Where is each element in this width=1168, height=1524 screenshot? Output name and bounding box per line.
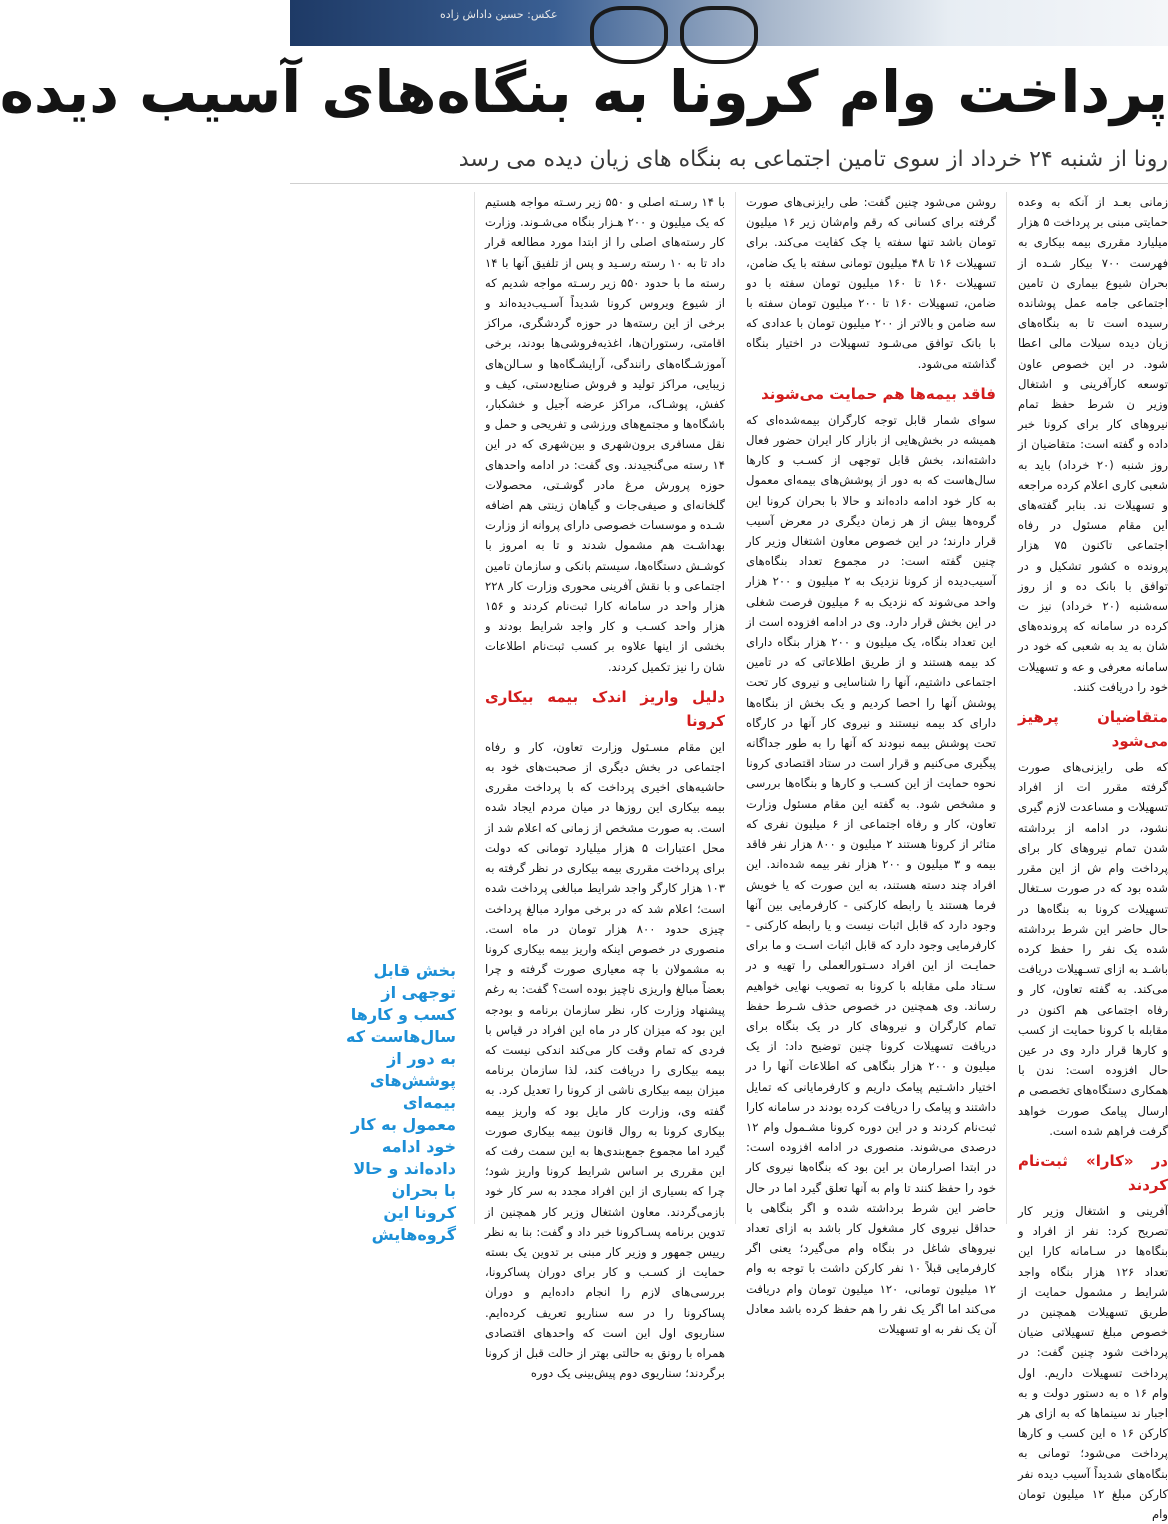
- article-column-2: [746, 192, 997, 1336]
- paragraph: این مقام مسـئول وزارت تعاون، کار و رفاه اجتماعی در بخش دیگری از صحبت‌های خود به حاشیه‌های اخیری پرداخت که با پرداخت مقرری بیمه بیکاری این روزها در میان مردم ایجاد شده است. به صورت مشخص از زمانی که اعلام شد از محل اعتبارات ۵ هزار میلیارد تومانی که دولت برای پرداخت مقرری بیمه بیکاری در نظر گرفته به ۱۰۳ هزار کارگر واجد شرایط مبالغی پرداخت شده است؛ اعلام شد که در برخی موارد مبالغ پرداخت چیزی حدود ۸۰۰ هزار تومان در ماه است. منصوری در خصوص اینکه واریز بیمه بیکاری کرونا به مشمولان با چه معیاری صورت گرفته و چرا بعضاً مبالغ واریزی ناچیز بوده است؟ گفت: به رغم پیشنهاد وزارت کار، نظر سازمان برنامه و بودجه این بود که میزان کار در ماه این افراد در قیاس با فردی که تمام وقت کار می‌کند اندکی نیست که بیمه بیکاری را دریافت کند، لذا سازمان برنامه میزان بیمه بیکاری ناشی از کرونا را تعدیل کرد. به گفته وی، وزارت کار مایل بود که واریز بیمه بیکاری کرونا به روال قانون بیمه بیکاری صورت گیرد اما مجموع جمع‌بندی‌ها به این سمت رفت که این مقرری بر اساس شرایط کرونا واریز شود؛ چرا که بسیاری از این افراد مجدد به سر کار خود بازمی‌گردند. معاون اشتغال وزیر کار همچنین از تدوین برنامه پسـاکرونا خبر داد و گفت: بنا به نظر رییس جمهور و وزیر کار مبنی بر تدوین یک بسته حمایت از کسـب و کار برای دوران پساکرونا، بررسی‌های لازم را انجام داده‌ایم و دوران پساکرونا را در سه سناریو تعریف کرده‌ایم. سناریوی اول این است که واحدهای اقتصادی همراه با رونق به حالتی بهتر از حالت قبل از کرونا برگردند؛ سناریوی دوم پیش‌بینی یک دوره: [485, 739, 726, 1381]
- headline: پرداخت وام کرونا به بنگاه‌های آسیب دیده: [0, 58, 1168, 126]
- paragraph: آفرینی و اشتغال وزیر کار تصریح کرد: نفر از افراد و بنگاه‌ها در سـامانه کارا این تعداد ۱۲۶ هزار بنگاه واجد شرایط ر مشمول حمایت از طریق تسهیلات همچنین در خصوص مبلغ تسهیلاتی ضیان پرداخت شود چنین گفت: در پرداخت تسهیلات داریم. اول وام ۱۶ ه به دستور دولت و به اجبار ند سینماها که به ازای هر کارکن ۱۶ ه این کسب و کارها پرداخت می‌شود؛ تومانی به بنگاه‌های شدیداً آسیب دیده نفر کارکن مبلغ ۱۲ میلیون تومان وام: [1018, 1203, 1168, 1521]
- article-column-1: [1018, 192, 1168, 1521]
- paragraph: روشن می‌شود چنین گفت: طی رایزنی‌های صورت گرفته برای کسانی که رقم وام‌شان زیر ۱۶ میلیون تومان باشد تنها سفته یا چک کفایت می‌کند. برای تسهیلات ۱۶ تا ۴۸ میلیون تومانی سفته با یک ضامن، تسهیلات ۱۶۰ تا ۱۶۰ میلیون تومان سفته با دو ضامن، تسهیلات ۱۶۰ تا ۲۰۰ میلیون تومان سفته با سه ضامن و بالاتر از ۲۰۰ میلیون تومان با عدادی که با بانک توافق می‌شـود تسهیلات در اختیار بنگاه گذاشته می‌شود.: [746, 195, 997, 371]
- article-column-4: [290, 192, 464, 1244]
- pull-quote: بخش قابل توجهی از کسب و کارها سال‌هاست که به دور از پوشش‌های بیمه‌ای معمول به کار خود ادامه داده‌اند و حالا با بحران کرونا این گروه‌هایش: [346, 961, 456, 1244]
- section-heading: در «کارا» ثبت‌نام کردند: [1018, 1151, 1168, 1194]
- column-divider: [474, 192, 475, 1224]
- paragraph: که طی رایزنی‌های صورت گرفته مقرر ات از افراد تسهیلات و مساعدت لازم گیری نشود، در ادامه از برداشته شدن تمام نیروهای کار برای پرداخت وام ش از این مقرر شده بود که در صورت سـتغال تسهیلات کرونا به بنگاه‌ها در حال حاضر این شرط برداشته شده یک نفر را حفظ کرده باشـد به ازای تسـهیلات دریافت می‌کند. به گفته تعاون، کار و رفاه اجتماعی هم اکنون در مقابله با کرونا حمایت از کسب و کارها قرار دارد وی در عین حال افزوده است: ندن با همکاری دستگاه‌های تخصصی م ارسال پیامک صورت خواهد گرفت فراهم شده است.: [1018, 760, 1168, 1138]
- photo-credit: عکس: حسین داداش زاده: [440, 8, 558, 21]
- article-column-3: [484, 192, 726, 1381]
- divider: [290, 183, 1168, 184]
- paragraph: سوای شمار قابل توجه کارگران بیمه‌شده‌ای که همیشه در بخش‌هایی از بازار کار ایران حضور فعال داشته‌اند، بخش قابل توجهی از کسـب و کارها سال‌هاست که به دور از پوشش‌های بیمه‌ای معمول به کار خود ادامه داده‌اند و حالا با بحران کرونا این گروه‌ها بیش از هر زمان دیگری در معرض آسیب قرار دارند؛ در این خصوص معاون اشتغال وزیر کار چنین گفته است: در مجموع تعداد بنگاه‌های آسیب‌دیده از کرونا نزدیک به ۲ میلیون و ۲۰۰ هزار واحد می‌شوند که نزدیک به ۶ میلیون فرصت شغلی در این بخش قرار دارد. وی در ادامه افزوده است از این تعداد بنگاه، یک میلیون و ۲۰۰ هزار بنگاه دارای کد بیمه هستند و از طریق اطلاعاتی که در تامین اجتماعی داشتیم، آنها را شناسایی و نیروی کار تحت پوشش آنها را احصا کردیم و یک بخش از بنگاه‌ها دارای کد بیمه نیستند و نیروی کار آنها در کارگاه تحت پوشش بیمه نبودند که آنها را به طور جداگانه پیگیری می‌کنیم و قرار است در ستاد اقتصادی کرونا نحوه حمایت از این کسـب و کارها و بنگاه‌ها بررسی و مشخص شود. به گفته این مقام مسئول وزارت تعاون، کار و رفاه اجتماعی از ۶ میلیون نفری که متاثر از کرونا هستند ۲ میلیون و ۸۰۰ هزار نفر فاقد بیمه و ۳ میلیون و ۲۰۰ هزار نفر بیمه شده‌اند. این افراد چند دسته هستند، به این صورت که یا خویش فرما هستند یا رابطه کارکنی - کارفرمایی بین آنها وجود دارد که قابل اثبات نیست و یا رابطه کارکنی - کارفرمایی وجود دارد که قابل اثبات اسـت و ما برای حمایـت از این افراد دسـتورالعملی را تهیه و در سـتاد ملی مقابله با کرونا به تصویب نهایی خواهیم رساند. وی همچنین در خصوص حذف شـرط حفظ تمام کارگران و نیروهای کار در یک بنگاه برای دریافت تسهیلات کرونا چنین توضیح داد: از یک میلیون و ۲۰۰ هزار بنگاهی که اطلاعات آنها را در اختیار داشـتیم پیامک داریم و کارفرمایانی که تمایل داشتند و پیامک را دریافت کرده بودند در سامانه کارا ثبت‌نام کردند و در این دوره کرونا مشـمول وام ۱۲ درصدی می‌شوند. منصوری در ادامه افزوده است: در ابتدا اصرارمان بر این بود که بنگاه‌ها نیروی کار خود را حفظ کنند تا وام به آنها تعلق گیرد اما در حال حاضر این شرط برداشته شده و اگر بنگاهی با حداقل نیروی کار مشغول کار باشد به ازای تعداد نیروهای شاغل در بنگاه وام می‌گیرد؛ یعنی اگر کارفرمایی قبلاً ۱۰ نفر کارکن داشت با توجه به وام ۱۲ میلیون تومانی، ۱۲۰ میلیون تومان وام دریافت می‌کند اما اگر یک نفر را هم حفظ کرده باشد معادل آن یک نفر به او تسهیلات: [746, 412, 996, 1336]
- subheadline: رونا از شنبه ۲۴ خرداد از سوی تامین اجتماعی به بنگاه های زیان دیده می رسد: [458, 147, 1168, 172]
- section-heading: دلیل واریز اندک بیمه بیکاری کرونا: [485, 687, 725, 730]
- section-heading: متقاضیان پرهیز می‌شود: [1018, 708, 1168, 751]
- column-divider: [735, 192, 736, 1224]
- paragraph: زمانی بعـد از آنکه به وعده حمایتی مبنی بر پرداخت ۵ هزار میلیارد مقرری بیمه بیکاری به فهرست ۷۰۰ بیکار شـده از بحران شیوع بیماری ن تامین اجتماعی جامه عمل پوشانده رسیده است تا به بنگاه‌های زیان دیده سیلات مالی اعطا شود. در این خصوص عاون توسعه کارآفرینی و اشتغال وزیر ن شرط حفظ تمام نیروهای کار برای کرونا خبر داده و گفته است: متقاضیان از روز شنبه (۲۰ خرداد) باید به شعبی کاری اعلام کرده مراجعه و تسهیلات ند. بنابر گفته‌های این مقام مسئول در رفاه اجتماعی تاکنون ۷۵ هزار پرونده ه کشور تشکیل و در توافق با بانک ده و از روز سه‌شنبه (۲۰ خرداد) نیز ت کرده در سامانه که پرونده‌های شان به ید به شعبی که خود در سامانه معرفی و عه و تسهیلات خود را دریافت کنند.: [1018, 195, 1168, 694]
- paragraph: با ۱۴ رسـته اصلی و ۵۵۰ زیر رسـته مواجه هستیم که یک میلیون و ۲۰۰ هـزار بنگاه می‌شـوند. وزارت کار رسته‌های اصلی را از ابتدا مورد مطالعه قرار داد تا به ۱۰ رسته رسـید و پس از تلفیق آنها با ۱۴ رسته ما با حدود ۵۵۰ زیر رسـته مواجه شدیم که از شیوع ویروس کرونا شدیداً آسـیب‌دیده‌اند و برخی از این رسته‌ها در حوزه گردشگری، مراکز اقامتی، رستوران‌ها، اغذیه‌فروشی‌ها بودند، برخی آموزشـگاه‌های رانندگی، آرایشـگاه‌ها و سـالن‌های زیبایی، مراکز تولید و فروش صنایع‌دستی، کیف و کفش، پوشـاک، مراکز عرضه آجیل و خشکبار، باشگاه‌ها و مجتمع‌های ورزشی و تفریحی و حمل و نقل مسافری برون‌شهری و بین‌شهری که در این ۱۴ رسته می‌گنجیدند. وی گفت: در ادامه واحدهای حوزه پرورش مرغ مادر گوشـتی، محصولات گلخانه‌ای و صیفی‌جات و گیاهان زینتی هم اضافه شـده و موسسات خصوصی دارای پروانه از وزارت بهداشـت هم مشمول شدند و تا به امروز با کوشـش دستگاه‌ها، سیستم بانکی و سازمان تامین اجتماعی و با نقش آفرینی محوری وزارت کار ۲۲۸ هزار واحد در سامانه کارا ثبت‌نام کردند و ۱۵۶ هزار واحد کسـب و کار واجد شرایط بودند و بخشی از اینها علاوه بر کسب ثبت‌نام اطلاعات شان را نیز تکمیل کردند.: [484, 195, 725, 674]
- header-photo: [290, 0, 1168, 46]
- column-divider: [1006, 192, 1007, 1224]
- section-heading: فاقد بیمه‌ها هم حمایت می‌شوند: [761, 384, 996, 403]
